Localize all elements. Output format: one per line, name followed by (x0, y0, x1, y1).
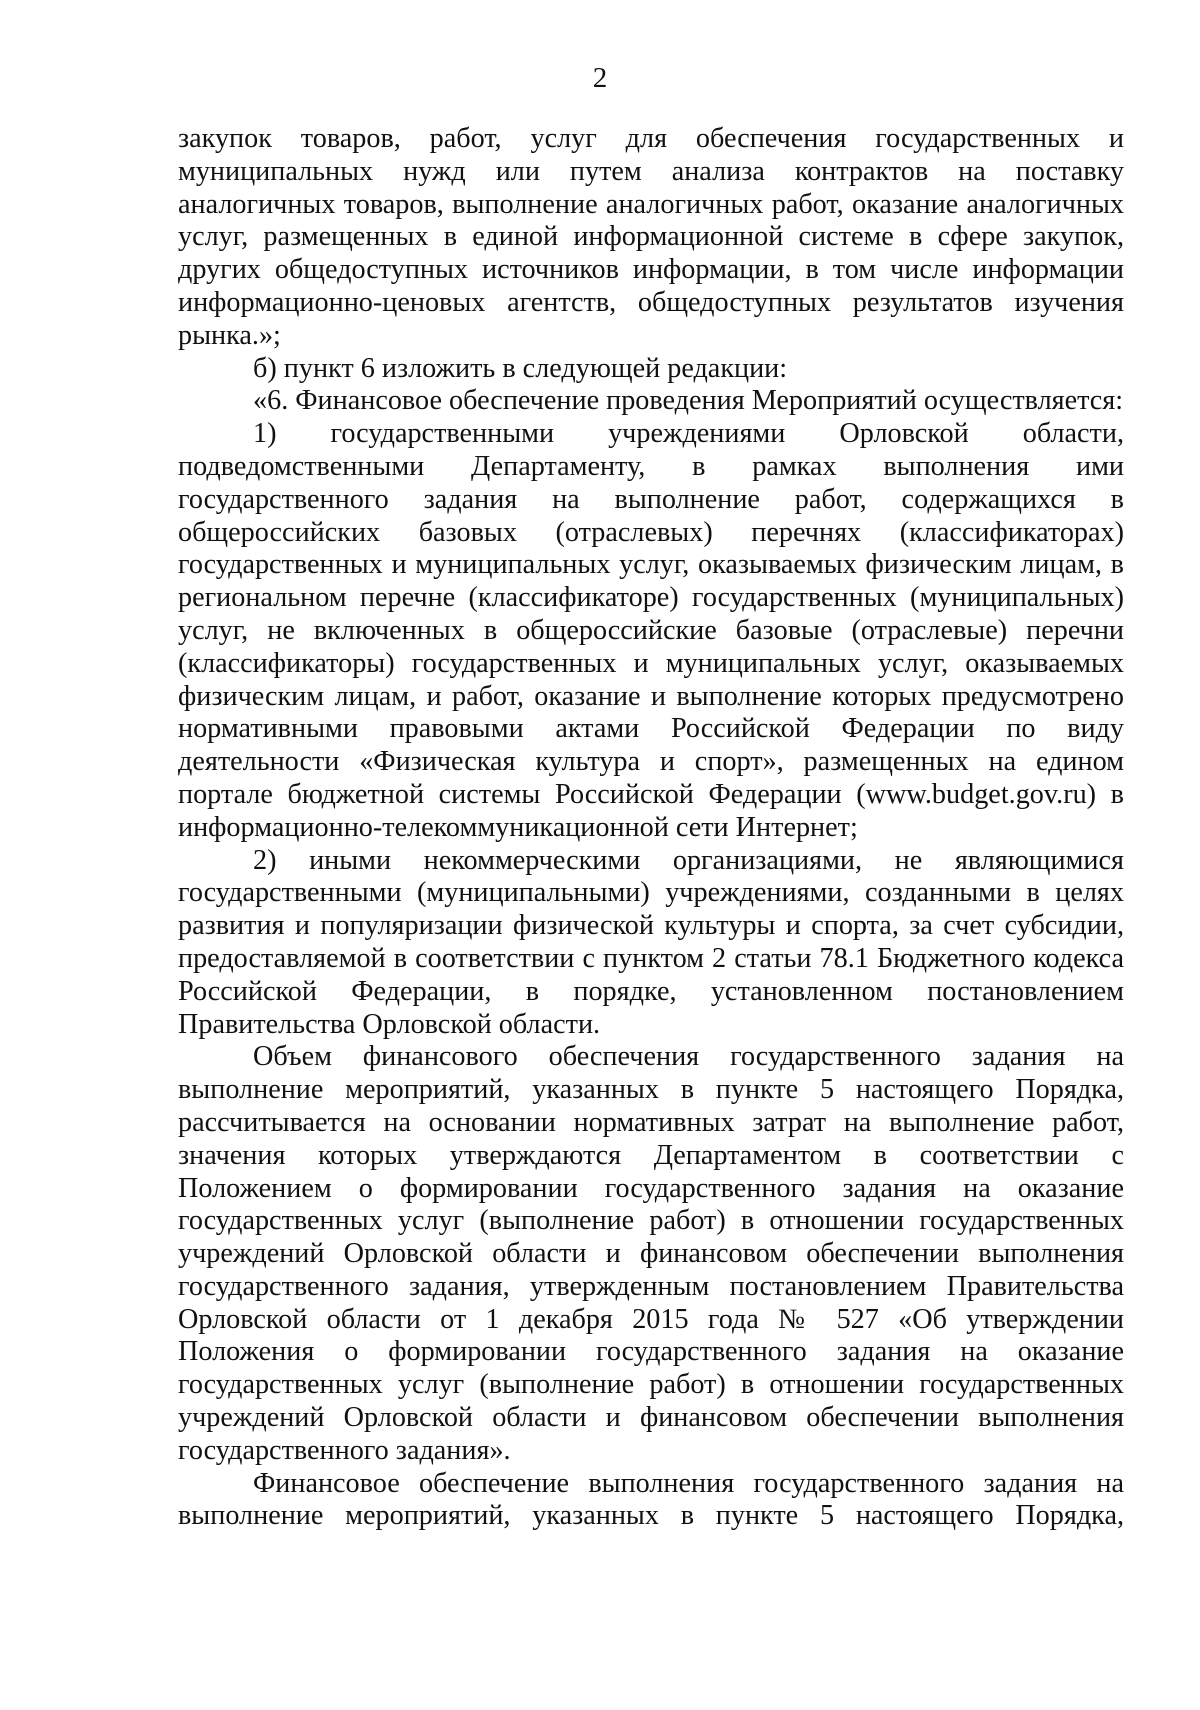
document-body (178, 123, 1124, 1533)
paragraph: закупок товаров, работ, услуг для обеспечения государственных и муниципальных нужд или путем анализа контрактов на поставку аналогичных товаров, выполнение аналогичных работ, оказание аналогичных услуг, размещенных в единой информационной системе в сфере закупок, других общедоступных источников информации, в том числе информации информационно-ценовых агентств, общедоступных результатов изучения рынка.»; (178, 123, 1124, 351)
paragraph: б) пункт 6 изложить в следующей редакции: (253, 352, 788, 384)
paragraph: «6. Финансовое обеспечение проведения Мероприятий осуществляется: (253, 385, 1124, 417)
paragraph: Финансовое обеспечение выполнения государственного задания на выполнение мероприятий, указанных в пункте 5 настоящего Порядка, (178, 1467, 1124, 1532)
page-number: 2 (592, 62, 608, 94)
paragraph: 2) иными некоммерческими организациями, не являющимися государственными (муниципальными) учреждениями, созданными в целях развития и популяризации физической культуры и спорта, за счет субсидии, предоставляемой в соответствии с пунктом 2 статьи 78.1 Бюджетного кодекса Российской Федерации, в порядке, установленном постановлением Правительства Орловской области. (178, 844, 1124, 1040)
paragraph: 1) государственными учреждениями Орловской области, подведомственными Департаменту, в рамках выполнения ими государственного задания на выполнение работ, содержащихся в общероссийских базовых (отраслевых) перечнях (классификаторах) государственных и муниципальных услуг, оказываемых физическим лицам, в региональном перечне (классификаторе) государственных (муниципальных) услуг, не включенных в общероссийские базовые (отраслевые) перечни (классификаторы) государственных и муниципальных услуг, оказываемых физическим лицам, и работ, оказание и выполнение которых предусмотрено нормативными правовыми актами Российской Федерации по виду деятельности «Физическая культура и спорт», размещенных на едином портале бюджетной системы Российской Федерации (www.budget.gov.ru) в информационно-телекоммуникационной сети Интернет; (178, 418, 1124, 843)
paragraph: Объем финансового обеспечения государственного задания на выполнение мероприятий, указанных в пункте 5 настоящего Порядка, рассчитывается на основании нормативных затрат на выполнение работ, значения которых утверждаются Департаментом в соответствии с Положением о формировании государственного задания на оказание государственных услуг (выполнение работ) в отношении государственных учреждений Орловской области и финансовом обеспечении выполнения государственного задания, утвержденным постановлением Правительства Орловской области от 1 декабря 2015 года № 527 «Об утверждении Положения о формировании государственного задания на оказание государственных услуг (выполнение работ) в отношении государственных учреждений Орловской области и финансовом обеспечении выполнения государственного задания». (178, 1041, 1124, 1466)
